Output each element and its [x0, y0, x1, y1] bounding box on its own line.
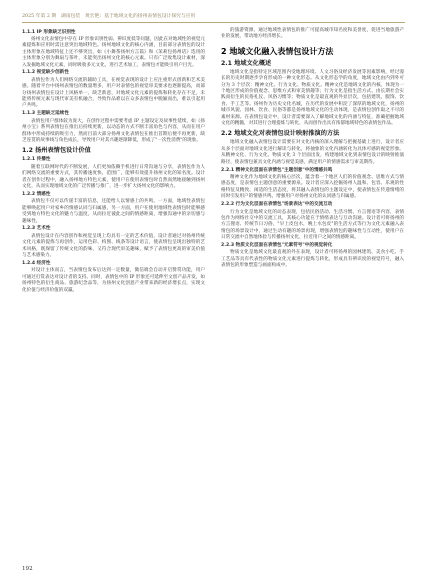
paragraph: 表情包不仅可以传递丰富的信息，还能给人以情感上的共鸣。一方面，地域性表情包能够唤起用户对家乡的情感认同与归属感，另一方面，用户在使用地域性表情包时能够感受到地方特色文化的魅力与温度，从而拉近彼此之间的情感距离，增强沟通中的亲切感与趣味性。	[22, 199, 205, 224]
paragraph: 扬州文化表情包中存在 IP 形象识别性弱、辨识度低等问题，因此在对地域性的视觉元素提炼和应用时需注意突出地域特色。扬州地域文化的核心内涵，目前部分表情包的设计主体形象在地域特征上还不够突出，如《小舞茶扬州方言篇》和《茉莉包扬州话》选用的主体形象分别为舞扇与茶叶，未能突出扬州文化的核心元素。只有广泛收集设计素材，深入发掘地域文化元素，同时吸收多元文化，进行艺术加工，表情包才能吸引用户目光。	[22, 36, 205, 68]
left-column	[22, 28, 205, 294]
section-heading: 2 地域文化融入表情包设计方法	[221, 46, 334, 56]
paragraph: 地域文化融入表情包设计需要在对文化内核的深入理解与把握基础上进行，设计者应从多个层面对地域文化进行解读与转化，将抽象的文化内涵转化为具体可感的视觉形象。从精神文化、行为文化、物质文化 3 个层面出发，构建地域文化到表情包设计的映射推演路径，使表情包兼具文化内涵与视觉美感，满足用户的情感需求与审美期待。	[221, 140, 404, 165]
sub-subsection-heading: 1.1.1 IP 形象缺乏识别性	[22, 29, 76, 35]
sub-subsection-heading: 2.2.2 行为文化层面在表情包"场景表达"中的交流互动	[221, 202, 333, 208]
sub-subsection-heading: 1.2.4 经济性	[22, 261, 51, 266]
paragraph: 的旅游资源，通过地域性表情包的推广可提高城市知名度和美誉度，促进当地旅游产业的发展，带动地方经济增长。	[221, 28, 404, 40]
subsection-heading: 2.1 地域文化概述	[221, 59, 272, 67]
sub-subsection-heading: 2.2.1 精神文化层面在表情包"主题创意"中的情感共鸣	[221, 167, 333, 173]
sub-subsection-heading: 1.1.3 主题缺乏延续性	[22, 111, 69, 117]
subsection-heading: 2.2 地域文化对表情包设计映射推演的方法	[221, 130, 340, 138]
sub-subsection-heading: 1.2.2 情感性	[22, 191, 51, 197]
sub-subsection-heading: 1.1.2 视觉缺少创新性	[22, 70, 69, 76]
paragraph: 精神文化作为地域文化的核心层次，蕴含着一个地区人们的价值观念、思维方式与情感态度，是表情包主题创意的重要源泉。设计者应深入挖掘扬州人温和、包容、乐观的性格特征及精致、闲适的生活态度，将其融入表情包的主题设定中，使表情包在传递情绪的同时引发用户的情感共鸣，增强用户对扬州文化的认同感与归属感。	[221, 175, 404, 200]
sub-subsection-heading: 1.2.1 传播性	[22, 157, 51, 163]
sub-subsection-heading: 2.2.3 物质文化层面在表情包"元素符号"中的视觉转化	[221, 243, 333, 249]
subsection-heading: 1.2 扬州表情包设计价值	[22, 147, 91, 155]
paragraph: 对设计主体而言，当表情包发布后达到一定数量，微信端会自动开启赞赏功能，用户可通过打赏表达对设计者的支持。同时，表情包中的 IP 形象还可延伸至文创产品开发，如扬州特色的衍生商品、旅游纪念品等，为扬州文化创意产业带来新的经济增长点，实现文化价值与经济价值的双赢。	[22, 268, 205, 293]
paragraph: 表情包作为人们网络交流的辅助工具，在视觉表现的设计上应注重形式创新和艺术美感。随着平台中扬州表情包的数量增多，用户对表情包的视觉审美要求也逐渐提高，而部分扬州表情包在设计上风格单一、缺乏新意，对地域文化元素的提炼和转化存在不足，未能将传统元素与现代审美有机融合，导致作品难以在众多表情包中脱颖而出，难以引起用户共鸣。	[22, 77, 205, 109]
paragraph: 表情包设计在内容创作和视觉呈现上均具有一定的艺术价值，设计者通过对扬州传统文化元素的提炼与再创作，运用色彩、构图、线条等设计语言，使表情包呈现出独特的艺术风格，既保留了传统文化的韵味，又符合现代审美趣味，赋予了表情包更高的审美价值与艺术感染力。	[22, 233, 205, 259]
paragraph: 随着互联网时代的不断发展，人们更加依赖手机进行日常沟通与分享，表情包作为人们网络交流的重要方式，其传播速度快、范围广，能够有效提升扬州文化的知名度。设计者在创作过程中，融入扬州地方特色元素，使用户在使用表情包时自然而然地接触到扬州文化，从而实现地域文化的广泛传播与推广，进一步扩大扬州文化的影响力。	[22, 164, 205, 190]
paragraph: 地域文化是指特定区域范围内受地理环境、人文习俗及经济发展等因素影响，经过漫长的历史时期逐步孕育形成的一种文化形态。从文化形态学的角度，地域文化由内到外可分为 3 个层次：精神文化、行为文化、物质文化。精神文化是地域文化的内核，体现为一个地区形成的价值观念、思维方式和审美情趣等；行为文化是指生活方式、由长期社会实践而衍生的民俗礼仪、风俗习惯等；物质文化是最直观的外显层次，包括建筑、服饰、饮食、手工艺等。扬州作为历史文化名城，在历代的发展中积淀了深厚的地域文化，扬州的城市风貌、园林、饮食、民俗等都是扬州地域文化的生动体现，是表情包创作取之不尽的素材来源。在表情包设计中，设计者需要深入了解地域文化的内涵与特征，准确把握地域文化的精髓，对其进行合理提炼与转化，从而创作出具有浓郁地域特色的表情包作品。	[221, 69, 404, 127]
page-number: 192	[22, 566, 33, 572]
paragraph: 表情包用户群体较为庞大，在创作过程中需要考虑 IP 主题设定及故事性延续，如《扬州小宝》系列表情包在推出后持续更新，以动态的方式不断丰富角色与内容，从而在用户群体中形成持续的吸引力，然而目前大部分扬州文化表情包在推出首期后便不再更新，缺乏连贯的故事线与角色成长，导致用户对其兴趣逐渐降低，形成了"一次性消费"的现象。	[22, 118, 205, 143]
running-header: 2025 年第 2 期 湖南包装 黄宏艳：基于地域文化的扬州表情包设计探究与应用	[22, 12, 405, 23]
right-column	[221, 28, 404, 270]
paragraph: 行为文化是地域文化的动态表现，包括民俗活动、生活习惯、方言俚语等内容，表情包作为网络社交中的交流工具，其核心功能在于情绪表达与互动沟通。设计者可将扬州的方言俚语、传统节日习俗、"早上皮包水，晚上水包皮"的生活方式等行为文化元素融入表情包的场景设计中，通过生动有趣的场景再现，增强表情包的趣味性与互动性，使用户在日常交流中自然地体验与传播扬州文化，拉近用户之间的情感距离。	[221, 209, 404, 241]
paragraph: 物质文化是地域文化最直观的外在表现，设计者可将扬州的园林建筑、美食小吃、手工艺品等具有代表性的物质文化元素进行提炼与转化，形成具有辨识度的视觉符号，融入表情包的形象塑造与画面构成中。	[221, 250, 404, 269]
sub-subsection-heading: 1.2.3 艺术性	[22, 226, 51, 232]
